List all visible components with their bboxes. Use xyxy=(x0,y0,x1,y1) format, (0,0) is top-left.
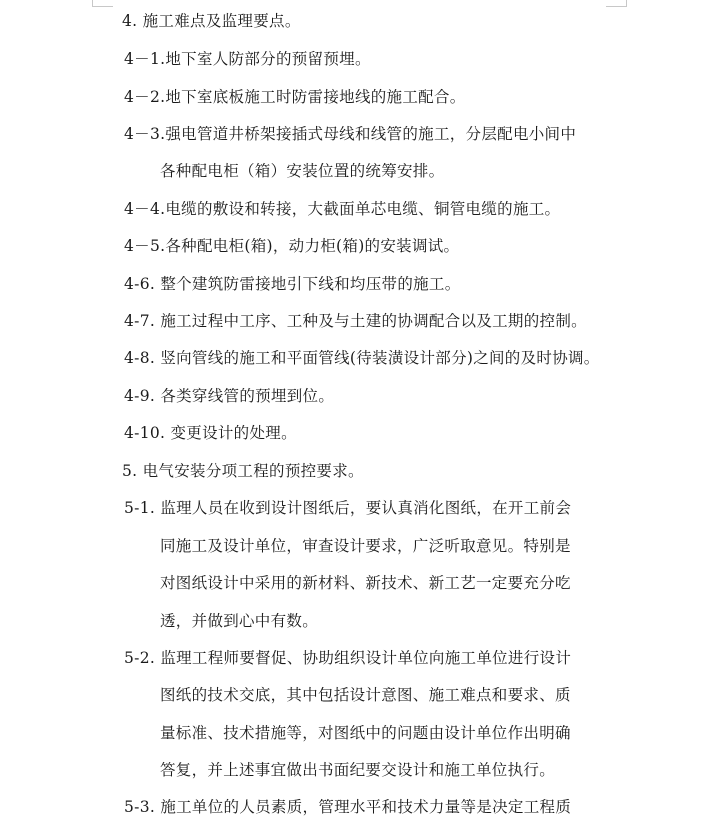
margin-corner-mark-left xyxy=(92,0,113,7)
list-item-5-1-continuation-3: 透，并做到心中有数。 xyxy=(160,612,319,630)
list-item-5-2-continuation-1: 图纸的技术交底，其中包括设计意图、施工难点和要求、质 xyxy=(160,686,571,704)
list-item-5-2-continuation-2: 量标准、技术措施等，对图纸中的问题由设计单位作出明确 xyxy=(160,724,571,742)
list-item-4-3: 4－3.强电管道井桥架接插式母线和线管的施工，分层配电小间中 xyxy=(124,125,577,143)
list-item-5-1-continuation-2: 对图纸设计中采用的新材料、新技术、新工艺一定要充分吃 xyxy=(160,574,571,592)
list-item-5-2: 5-2. 监理工程师要督促、协助组织设计单位向施工单位进行设计 xyxy=(124,649,572,667)
list-item-4-8: 4-8. 竖向管线的施工和平面管线(待装潢设计部分)之间的及时协调。 xyxy=(124,349,600,367)
list-item-5-1: 5-1. 监理人员在收到设计图纸后，要认真消化图纸，在开工前会 xyxy=(124,499,572,517)
list-item-4-9: 4-9. 各类穿线管的预埋到位。 xyxy=(124,387,335,405)
list-item-4-5: 4－5.各种配电柜(箱)，动力柜(箱)的安装调试。 xyxy=(124,237,460,255)
list-item-5-2-continuation-3: 答复，并上述事宜做出书面纪要交设计和施工单位执行。 xyxy=(160,761,556,779)
list-item-4-10: 4-10. 变更设计的处理。 xyxy=(124,424,297,442)
list-item-4-7: 4-7. 施工过程中工序、工种及与土建的协调配合以及工期的控制。 xyxy=(124,312,587,330)
list-item-4-6: 4-6. 整个建筑防雷接地引下线和均压带的施工。 xyxy=(124,275,461,293)
list-item-5-3: 5-3. 施工单位的人员素质，管理水平和技术力量等是决定工程质 xyxy=(124,798,572,816)
margin-corner-mark-right xyxy=(606,0,627,7)
list-item-4-4: 4－4.电缆的敷设和转接，大截面单芯电缆、铜管电缆的施工。 xyxy=(124,200,561,218)
list-item-4-2: 4－2.地下室底板施工时防雷接地线的施工配合。 xyxy=(124,88,466,106)
section-heading-5: 5. 电气安装分项工程的预控要求。 xyxy=(122,462,364,480)
section-heading-4: 4. 施工难点及监理要点。 xyxy=(122,12,301,30)
list-item-4-3-continuation: 各种配电柜（箱）安装位置的统筹安排。 xyxy=(160,162,445,180)
list-item-4-1: 4－1.地下室人防部分的预留预埋。 xyxy=(124,50,371,68)
list-item-5-1-continuation-1: 同施工及设计单位，审查设计要求，广泛听取意见。特别是 xyxy=(160,537,571,555)
